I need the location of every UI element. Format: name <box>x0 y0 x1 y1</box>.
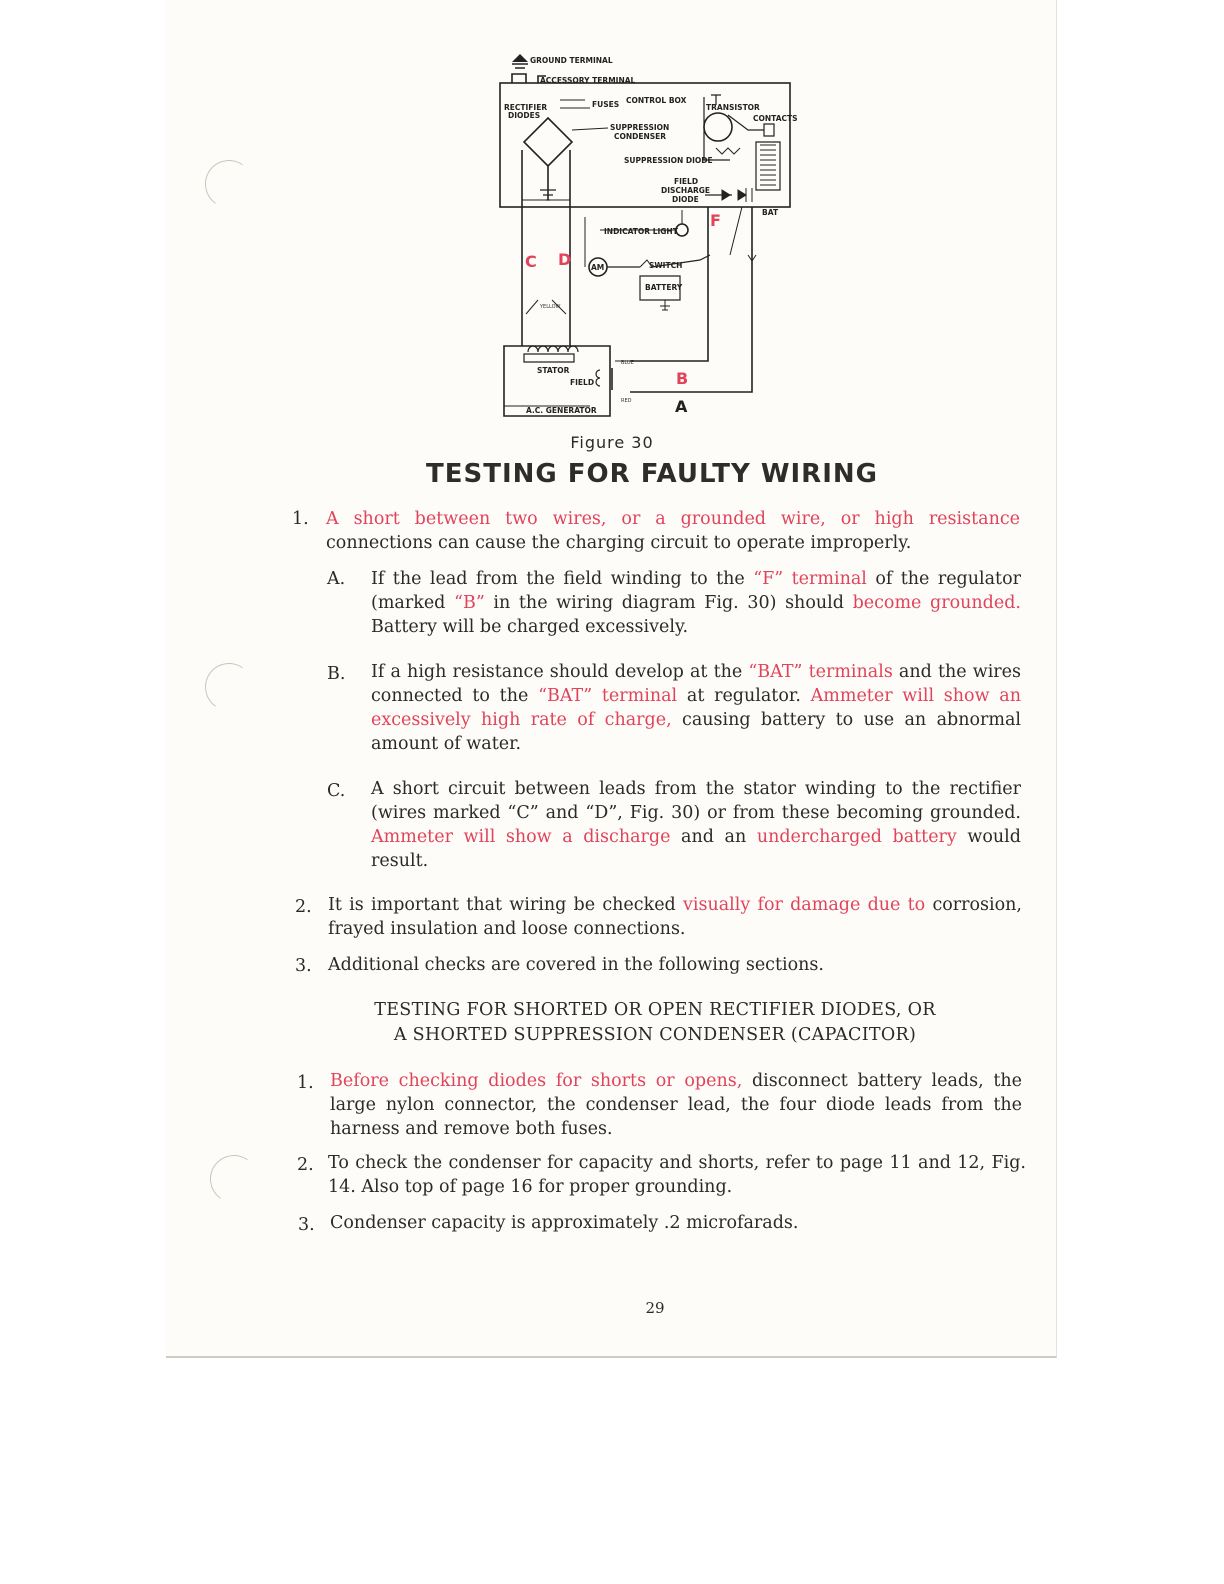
transistor-symbol <box>704 113 732 141</box>
label-stator: STATOR <box>537 366 570 375</box>
label-bat: BAT <box>762 208 779 217</box>
label-red-wire: RED <box>621 398 632 404</box>
label-diode: DIODE <box>672 195 699 204</box>
label-rectifier: RECTIFIER <box>504 103 548 112</box>
label-condenser: CONDENSER <box>614 132 667 141</box>
highlight-text: “BAT” terminals <box>748 662 893 682</box>
section1-item-2 <box>328 893 1022 941</box>
body-text: Battery will be charged excessively. <box>371 617 689 637</box>
label-switch: SWITCH <box>649 261 683 270</box>
label-field: FIELD <box>674 177 699 186</box>
highlight-text: Ammeter will show a discharge <box>371 827 671 847</box>
section1-item-3: Additional checks are covered in the following sections. <box>328 955 824 975</box>
label-ground-terminal: GROUND TERMINAL <box>530 56 613 65</box>
label-suppression-diode: SUPPRESSION DIODE <box>624 156 713 165</box>
body-text: at regulator. <box>677 686 811 706</box>
subitem-b <box>371 660 1021 756</box>
label-battery: BATTERY <box>645 283 683 292</box>
wiring-diagram-svg <box>490 50 800 422</box>
body-text: would result. <box>371 827 1021 871</box>
label-blue: BLUE <box>621 360 634 366</box>
body-text: connections can cause the charging circuit to operate improperly. <box>326 533 912 553</box>
label-transistor: TRANSISTOR <box>706 103 760 112</box>
section2-title <box>290 998 1020 1048</box>
subitem-letter: C. <box>327 781 346 801</box>
body-text: If a high resistance should develop at the <box>371 662 749 682</box>
marker-c: C <box>525 252 537 271</box>
body-text: If the lead from the field winding to the <box>371 569 754 589</box>
section2-item-2: To check the condenser for capacity and shorts, refer to page 11 and 12, Fig. 14. Also top of page 16 for proper grounding. <box>328 1153 1026 1197</box>
label-contacts: CONTACTS <box>753 114 798 123</box>
section2-item-3: Condenser capacity is approximately .2 microfarads. <box>330 1213 799 1233</box>
label-am: AM <box>591 263 605 272</box>
item-number: 2. <box>295 897 312 917</box>
marker-f: F <box>710 211 721 230</box>
rectifier-bridge <box>524 118 572 166</box>
label-yellow: YELLOW <box>540 304 561 310</box>
body-text: A short circuit between leads from the stator winding to the rectifier (wires marked “C” and “D”, Fig. 30) or from these becoming grounded. <box>371 779 1021 823</box>
highlight-text: Before checking diodes for shorts or opens, <box>330 1071 743 1091</box>
marker-d: D <box>558 250 572 269</box>
marker-a: A <box>675 397 688 416</box>
highlight-text: “F” terminal <box>753 569 867 589</box>
item-number: 3. <box>295 956 312 976</box>
figure-caption: Figure 30 <box>570 433 654 452</box>
page-title: TESTING FOR FAULTY WIRING <box>426 459 878 489</box>
label-suppression: SUPPRESSION <box>610 123 670 132</box>
label-fuses: FUSES <box>592 100 620 109</box>
label-diodes: DIODES <box>508 111 541 120</box>
highlight-text: become grounded. <box>852 593 1021 613</box>
item-number: 1. <box>292 509 309 529</box>
body-text: and an <box>670 827 757 847</box>
section2-item-1 <box>330 1069 1022 1141</box>
highlight-text: visually for damage due to <box>683 895 926 915</box>
label-ac-generator: A.C. GENERATOR <box>526 406 597 415</box>
item-number: 1. <box>297 1073 314 1093</box>
subitem-letter: A. <box>327 569 346 589</box>
label-discharge: DISCHARGE <box>661 186 711 195</box>
highlight-text: undercharged battery <box>756 827 957 847</box>
body-text: It is important that wiring be checked <box>328 895 683 915</box>
label-accessory-terminal: ACCESSORY TERMINAL <box>540 76 636 85</box>
subitem-letter: B. <box>327 664 346 684</box>
section2-title-line1: TESTING FOR SHORTED OR OPEN RECTIFIER DIODES, OR <box>374 1000 936 1020</box>
body-text: and the wires connected to the <box>371 662 1021 706</box>
body-text: of the regulator (marked <box>371 569 1021 613</box>
body-text: corrosion, frayed insulation and loose connections. <box>328 895 1022 939</box>
subitem-c <box>371 777 1021 873</box>
highlight-text: “BAT” terminal <box>538 686 678 706</box>
label-indicator-light: INDICATOR LIGHT <box>604 227 678 236</box>
wiring-diagram <box>490 50 800 422</box>
marker-b: B <box>676 369 689 388</box>
body-text: causing battery to use an abnormal amount of water. <box>371 710 1022 754</box>
item-number: 2. <box>297 1155 314 1175</box>
subitem-a <box>371 567 1021 639</box>
label-field-coil: FIELD <box>570 378 595 387</box>
section1-item-1 <box>326 507 1020 555</box>
item-number: 3. <box>298 1215 315 1235</box>
highlight-text: “B” <box>454 593 485 613</box>
body-text: in the wiring diagram Fig. 30) should <box>484 593 853 613</box>
highlight-text: A short between two wires, or a grounded wire, or high resistance <box>326 509 1020 529</box>
body-text: disconnect battery leads, the large nylon connector, the condenser lead, the four diode leads from the harness and remove both fuses. <box>330 1071 1022 1139</box>
section2-title-line2: A SHORTED SUPPRESSION CONDENSER (CAPACITOR) <box>393 1025 917 1045</box>
page-number: 29 <box>645 1299 665 1317</box>
highlight-text: Ammeter will show an excessively high rate of charge, <box>371 686 1021 730</box>
label-control-box: CONTROL BOX <box>626 96 687 105</box>
